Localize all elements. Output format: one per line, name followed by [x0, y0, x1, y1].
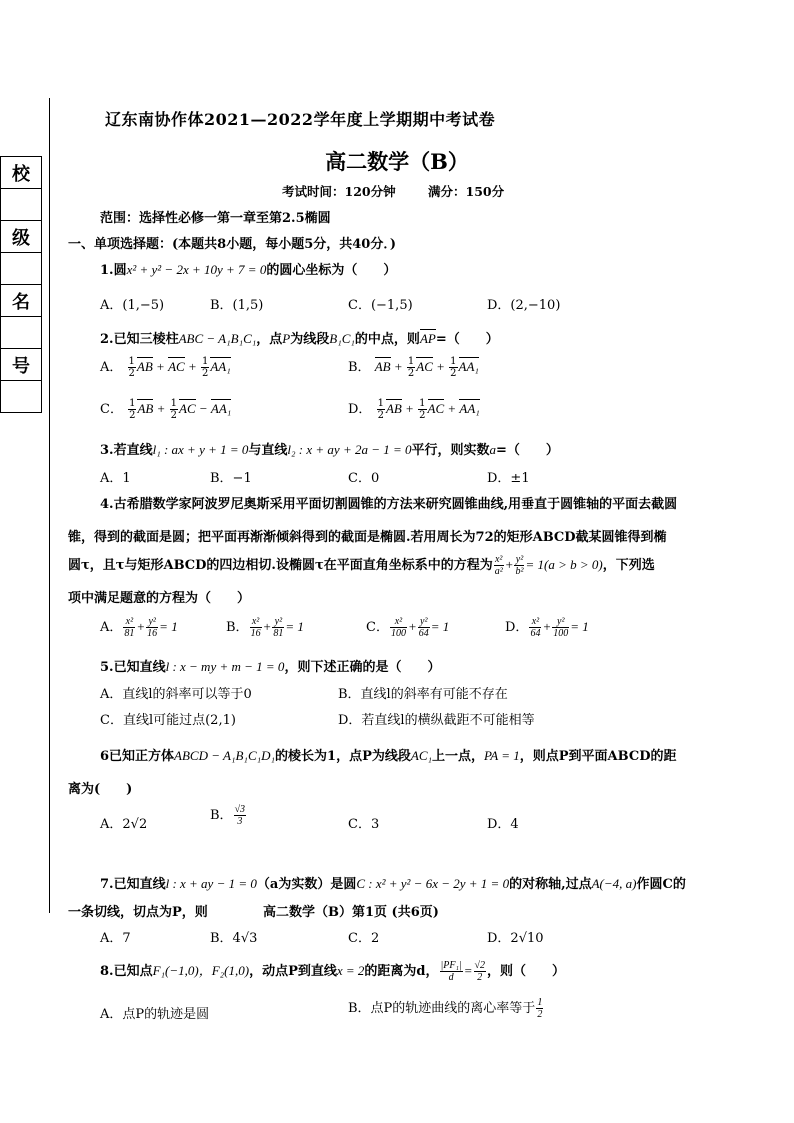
side-cell-school: 校 — [1, 157, 42, 189]
question-6-line-2: 离为( ) — [68, 782, 133, 797]
question-7-line-2: 一条切线，切点为P，则 — [68, 905, 208, 920]
question-2-stem: 2.已知三棱柱ABC − A₁B₁C₁，点P为线段B₁C₁的中点，则AP=（ ） — [100, 331, 499, 347]
side-cell-name: 名 — [1, 285, 42, 317]
q4-option-a: A． $\frac{\text{x²}}{81}$ + $\frac{\text{y²}}{16}$ = 1 — [100, 616, 178, 639]
q6-option-c: C．3 — [348, 817, 380, 832]
q2-option-b: B． AB + $\frac{1}{2}$ AC + $\frac{1}{2}$ AA₁ — [348, 356, 479, 379]
q5-option-c: C．直线l可能过点(2,1) — [100, 713, 236, 728]
q1-option-d: D．(2,−10) — [487, 298, 561, 313]
q5-option-b: B．直线l的斜率有可能不存在 — [338, 687, 508, 702]
q6-option-d: D．4 — [487, 817, 519, 832]
q8-option-b: B．点P的轨迹曲线的离心率等于 $\frac{1}{2}$ — [348, 997, 543, 1020]
q3-option-c: C．0 — [348, 471, 380, 486]
full-score: 满分：150分 — [428, 184, 505, 199]
q6-option-b: B． $\frac{√3}{3}$ — [210, 804, 246, 827]
question-3-stem: 3.若直线l₁ : ax + y + 1 = 0与直线l₂ : x + ay + 2a − 1 = 0平行，则实数a=（ ） — [100, 442, 559, 458]
q4-option-b: B． $\frac{\text{x²}}{16}$ + $\frac{\text{y²}}{81}$ = 1 — [226, 616, 304, 639]
question-4-line-2: 锥，得到的截面是圆；把平面再渐渐倾斜得到的截面是椭圆.若用周长为72的矩形ABCD截某圆锥得到椭 — [68, 530, 667, 545]
q3-option-b: B．−1 — [210, 471, 252, 486]
q3-option-d: D．±1 — [487, 471, 530, 486]
q7-option-c: C．2 — [348, 931, 380, 946]
binding-info-table — [0, 156, 42, 413]
exam-scope: 范围：选择性必修一第一章至第2.5椭圆 — [100, 211, 331, 226]
question-4-line-4: 项中满足题意的方程为（ ） — [68, 591, 251, 606]
subject-title: 高二数学（B） — [325, 149, 469, 174]
q6-option-a: A．2√2 — [100, 817, 148, 832]
side-cell-blank — [1, 189, 42, 221]
exam-time: 考试时间：120分钟 — [282, 184, 396, 199]
q2-option-a: A． $\frac{1}{2}$ AB + AC + $\frac{1}{2}$ AA₁ — [100, 356, 231, 379]
q2-option-d: D． $\frac{1}{2}$ AB + $\frac{1}{2}$ AC + AA₁ — [348, 398, 480, 421]
q5-option-a: A．直线l的斜率可以等于0 — [100, 687, 252, 702]
question-1-stem: 1.圆x² + y² − 2x + 10y + 7 = 0的圆心坐标为（ ） — [100, 262, 397, 278]
binding-line — [49, 98, 50, 913]
q5-option-d: D．若直线l的横纵截距不可能相等 — [338, 713, 535, 728]
question-6-line-1: 6已知正方体ABCD − A₁B₁C₁D₁的棱长为1，点P为线段AC₁上一点，PA = 1，则点P到平面ABCD的距 — [100, 748, 677, 764]
question-5-stem: 5.已知直线l : x − my + m − 1 = 0，则下述正确的是（ ） — [100, 659, 441, 675]
q1-option-c: C．(−1,5) — [348, 298, 413, 313]
q7-option-b: B．4√3 — [210, 931, 258, 946]
side-cell-blank — [1, 381, 42, 413]
section-heading: 一、单项选择题：(本题共8小题，每小题5分，共40分．) — [68, 237, 396, 252]
exam-title: 辽东南协作体2021—2022学年度上学期期中考试卷 — [105, 110, 496, 129]
question-7-line-1: 7.已知直线l : x + ay − 1 = 0（a为实数）是圆C : x² + y² − 6x − 2y + 1 = 0的对称轴,过点A(−4, a)作圆C的 — [100, 876, 686, 892]
side-cell-number: 号 — [1, 349, 42, 381]
q7-option-a: A．7 — [100, 931, 131, 946]
side-cell-blank — [1, 253, 42, 285]
q4-option-d: D． $\frac{\text{x²}}{64}$ + $\frac{\text{y²}}{100}$ = 1 — [505, 616, 589, 639]
side-cell-class: 级 — [1, 221, 42, 253]
q3-option-a: A．1 — [100, 471, 131, 486]
side-cell-blank — [1, 317, 42, 349]
q1-option-a: A．(1,−5) — [100, 298, 165, 313]
page-footer: 高二数学（B）第1页 (共6页) — [263, 905, 439, 920]
question-8-stem: 8.已知点F₁(−1,0)，F₂(1,0)，动点P到直线x = 2的距离为d， $\frac{\text{|PF₁|}}{d}$ = $\frac{√2}{2}$ ，则（ ） — [100, 960, 566, 983]
question-4-line-1: 4.古希腊数学家阿波罗尼奥斯采用平面切割圆锥的方法来研究圆锥曲线,用垂直于圆锥轴的平面去截圆 — [100, 497, 678, 512]
q7-option-d: D．2√10 — [487, 931, 544, 946]
q1-option-b: B．(1,5) — [210, 298, 264, 313]
question-4-line-3: 圆τ，且τ与矩形ABCD的四边相切.设椭圆τ在平面直角坐标系中的方程为 $\frac{\text{x²}}{\text{a²}}$ + $\frac{\text{y²}}{\text{b²}}$ = 1(a > b > 0)，下列选 — [68, 554, 655, 577]
q8-option-a: A．点P的轨迹是圆 — [100, 1007, 210, 1022]
q2-option-c: C． $\frac{1}{2}$ AB + $\frac{1}{2}$ AC − AA₁ — [100, 398, 232, 421]
q4-option-c: C． $\frac{\text{x²}}{100}$ + $\frac{\text{y²}}{64}$ = 1 — [366, 616, 450, 639]
